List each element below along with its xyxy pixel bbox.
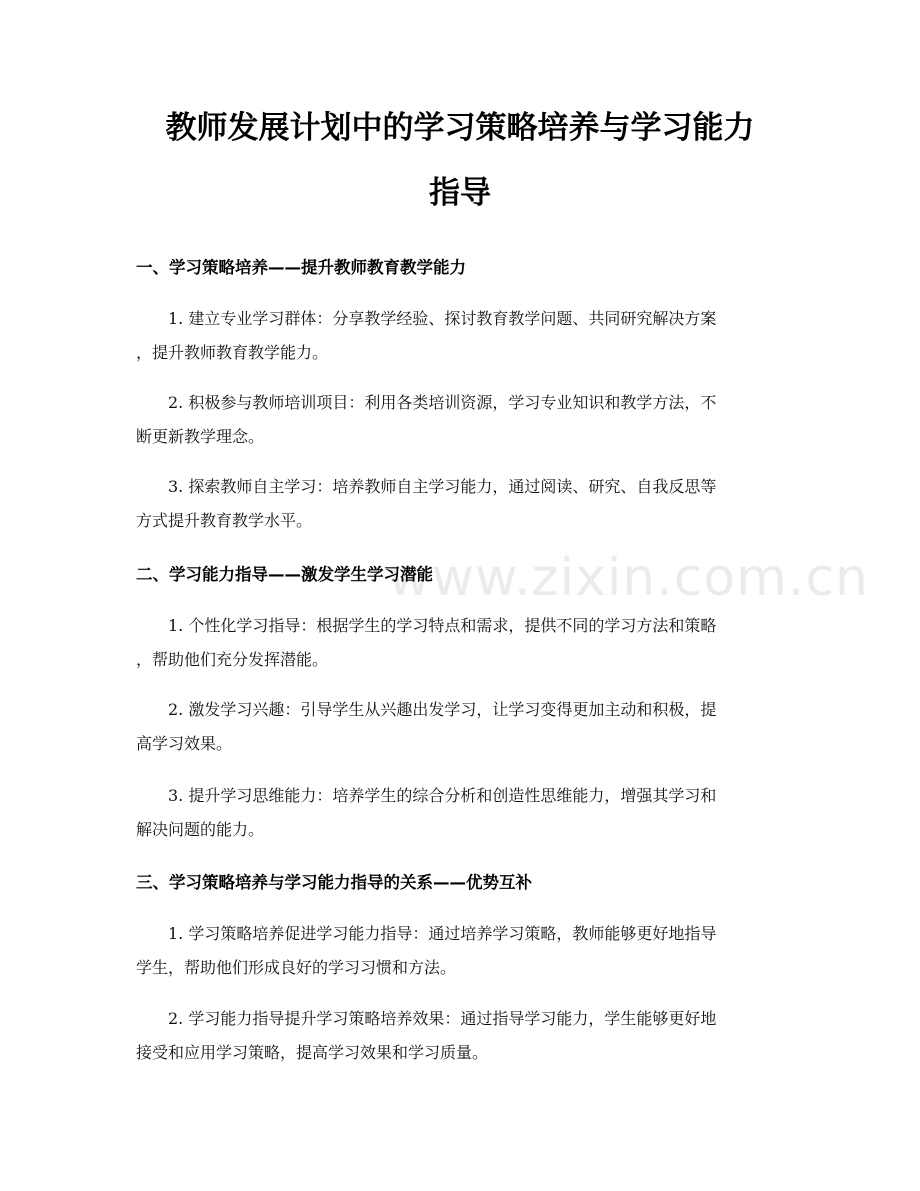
section-3-item-1-line-1: 1. 学习策略培养促进学习能力指导：通过培养学习策略，教师能够更好地指导 — [168, 924, 717, 943]
section-1-item-2-line-2: 断更新教学理念。 — [136, 427, 265, 446]
section-2-item-3-line-1: 3. 提升学习思维能力：培养学生的综合分析和创造性思维能力，增强其学习和 — [168, 786, 717, 805]
section-3-item-2-line-2: 接受和应用学习策略，提高学习效果和学习质量。 — [136, 1043, 489, 1062]
section-2-item-2-line-2: 高学习效果。 — [136, 734, 233, 753]
watermark: www.zixin.com.cn — [388, 548, 869, 608]
section-1-item-3-line-2: 方式提升教育教学水平。 — [136, 511, 313, 530]
section-1-item-1-line-2: ，提升教师教育教学能力。 — [136, 343, 329, 362]
section-2-item-1-line-2: ，帮助他们充分发挥潜能。 — [136, 650, 329, 669]
section-2-item-1-line-1: 1. 个性化学习指导：根据学生的学习特点和需求，提供不同的学习方法和策略 — [168, 616, 717, 635]
section-2-item-2-line-1: 2. 激发学习兴趣：引导学生从兴趣出发学习，让学习变得更加主动和积极，提 — [168, 700, 717, 719]
section-1-heading: 一、学习策略培养——提升教师教育教学能力 — [136, 258, 466, 277]
section-3-heading: 三、学习策略培养与学习能力指导的关系——优势互补 — [136, 873, 532, 892]
section-1-item-3-line-1: 3. 探索教师自主学习：培养教师自主学习能力，通过阅读、研究、自我反思等 — [168, 477, 717, 496]
section-3-item-2-line-1: 2. 学习能力指导提升学习策略培养效果：通过指导学习能力，学生能够更好地 — [168, 1009, 717, 1028]
document-title-line-2: 指导 — [429, 175, 491, 211]
section-1-item-1-line-1: 1. 建立专业学习群体：分享教学经验、探讨教育教学问题、共同研究解决方案 — [168, 309, 717, 328]
section-2-heading: 二、学习能力指导——激发学生学习潜能 — [136, 565, 433, 584]
section-1-item-2-line-1: 2. 积极参与教师培训项目：利用各类培训资源，学习专业知识和教学方法，不 — [168, 393, 717, 412]
section-2-item-3-line-2: 解决问题的能力。 — [136, 820, 265, 839]
document-title-line-1: 教师发展计划中的学习策略培养与学习能力 — [165, 110, 755, 146]
section-3-item-1-line-2: 学生，帮助他们形成良好的学习习惯和方法。 — [136, 958, 457, 977]
